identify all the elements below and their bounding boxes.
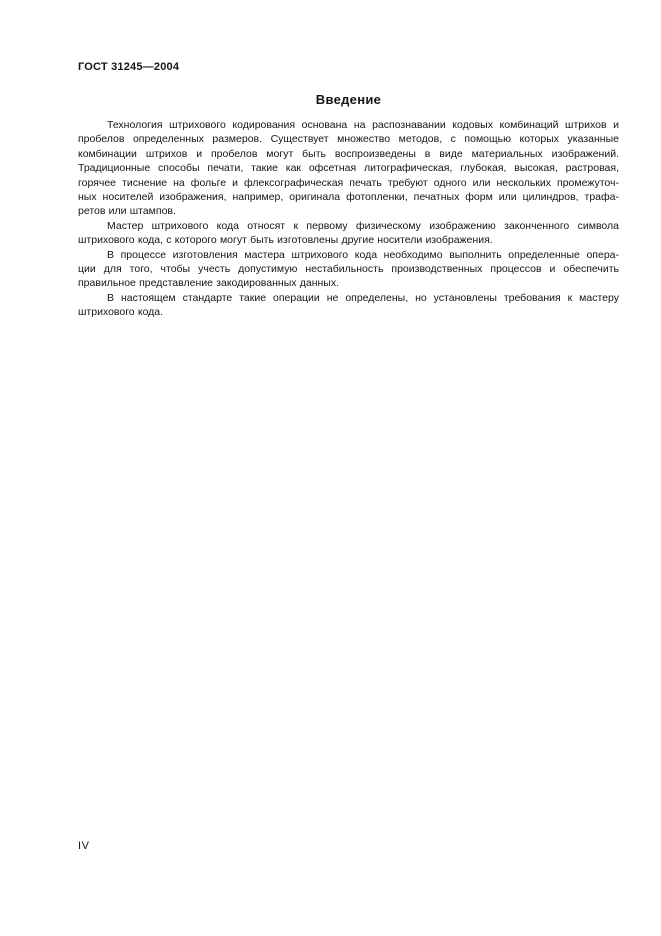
body-line: Традиционные способы печати, такие как офсетная литографическая, глубокая, высокая, растровая, (78, 162, 619, 175)
body-line: ции для того, чтобы учесть допустимую нестабильность производственных процессов и обеспечить (78, 262, 619, 275)
body-line: В процессе изготовления мастера штрихового кода необходимо выполнить определенные опера- (107, 248, 619, 261)
paragraph (78, 118, 619, 219)
body-line: Мастер штрихового кода относят к первому физическому изображению законченного символа (107, 219, 619, 232)
page-number: IV (78, 840, 90, 852)
body-line: штрихового кода. (78, 306, 164, 319)
document-code: ГОСТ 31245—2004 (78, 61, 180, 73)
paragraph (78, 248, 619, 291)
body-line: ретов или штампов. (78, 205, 176, 218)
paragraph (78, 219, 619, 248)
body-line: штрихового кода, с которого могут быть изготовлены другие носители изображения. (78, 234, 493, 247)
paragraph (78, 291, 619, 320)
body-line: ных носителей изображения, например, оригинала фотопленки, печатных форм или цилиндров, трафа- (78, 190, 619, 203)
body-line: В настоящем стандарте такие операции не определены, но установлены требования к мастеру (107, 291, 619, 304)
body-line: правильное представление закодированных данных. (78, 277, 340, 290)
body-line: комбинации штрихов и пробелов могут быть воспроизведены в виде материальных изображений. (78, 147, 619, 160)
document-body (78, 118, 619, 319)
body-line: горячее тиснение на фольге и флексографическая печать требуют одного или нескольких промежуточ- (78, 176, 619, 189)
body-line: пробелов определенных размеров. Существует множество методов, с помощью которых указанные (78, 133, 619, 146)
section-title: Введение (315, 92, 382, 107)
body-line: Технология штрихового кодирования основана на распознавании кодовых комбинаций штрихов и (107, 119, 619, 131)
